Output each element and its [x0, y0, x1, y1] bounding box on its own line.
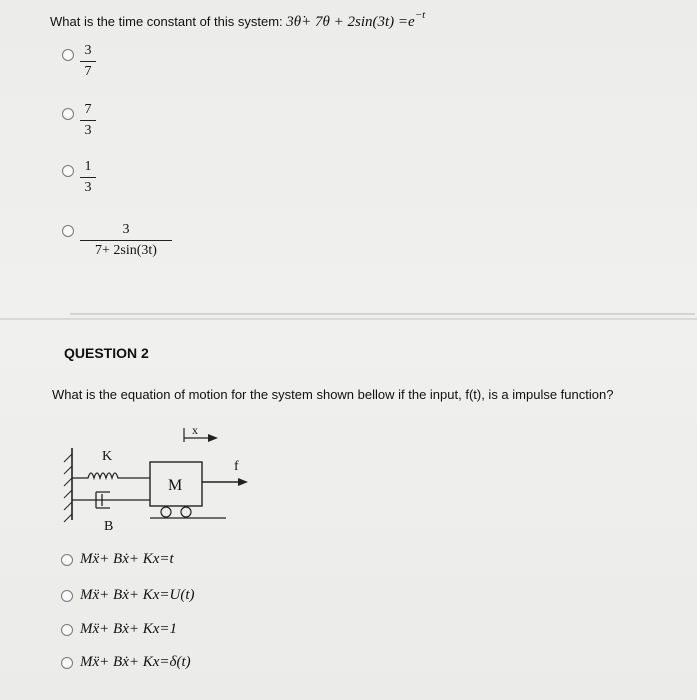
wheel-right	[181, 507, 191, 517]
question2-option2-radio[interactable]	[61, 590, 73, 602]
question2-prompt: What is the equation of motion for the system shown bellow if the input, f(t), is a impulse function?	[52, 387, 614, 402]
damper-label: B	[104, 519, 114, 534]
section-divider-shadow	[0, 318, 697, 320]
question2-option1-radio[interactable]	[61, 554, 73, 566]
question1-equation: 3θ̇+ 7θ + 2sin(3t) =e	[286, 14, 415, 30]
question1-exponent: −t	[414, 9, 426, 21]
option2-denominator: 3	[84, 123, 92, 138]
mass-spring-damper-diagram	[58, 420, 258, 540]
question1-option4-radio[interactable]	[62, 225, 74, 237]
question2-option4-label: Mẍ+ Bẋ+ Kx=δ(t)	[80, 654, 191, 670]
option3-fraction-bar	[80, 177, 96, 178]
question2-option3-radio[interactable]	[61, 624, 73, 636]
displacement-arrow-head	[208, 434, 218, 442]
option4-fraction-bar	[80, 240, 172, 241]
question1-option2-fraction	[80, 101, 96, 140]
question1-prompt-text: What is the time constant of this system:	[50, 14, 283, 29]
spring-label: K	[102, 449, 113, 464]
option1-denominator: 7	[84, 64, 92, 79]
option3-numerator: 1	[84, 159, 92, 174]
question2-option3-label: Mẍ+ Bẋ+ Kx=1	[80, 621, 178, 637]
question1-option4-fraction	[80, 221, 172, 260]
option2-fraction-bar	[80, 120, 96, 121]
option4-numerator: 3	[122, 222, 130, 237]
displacement-label: x	[192, 423, 198, 437]
question1-prompt	[50, 9, 426, 31]
question2-option4-radio[interactable]	[61, 657, 73, 669]
option1-fraction-bar	[80, 61, 96, 62]
wheel-left	[161, 507, 171, 517]
question2-header: QUESTION 2	[64, 345, 149, 361]
option1-numerator: 3	[84, 43, 92, 58]
question1-option1-fraction	[80, 42, 96, 81]
question2-option2-label: Mẍ+ Bẋ+ Kx=U(t)	[80, 587, 195, 603]
force-label: f	[234, 459, 239, 474]
option4-denominator: 7+ 2sin(3t)	[95, 243, 157, 258]
spring	[72, 473, 150, 478]
option2-numerator: 7	[84, 102, 92, 117]
question2-option1-label: Mẍ+ Bẋ+ Kx=t	[80, 551, 174, 567]
section-divider	[70, 313, 695, 315]
option3-denominator: 3	[84, 180, 92, 195]
question1-option1-radio[interactable]	[62, 49, 74, 61]
question1-option2-radio[interactable]	[62, 108, 74, 120]
wall-hatching	[64, 454, 72, 522]
question1-option3-fraction	[80, 158, 96, 197]
force-arrow-head	[238, 478, 248, 486]
question1-option3-radio[interactable]	[62, 165, 74, 177]
mass-label: M	[168, 477, 183, 494]
